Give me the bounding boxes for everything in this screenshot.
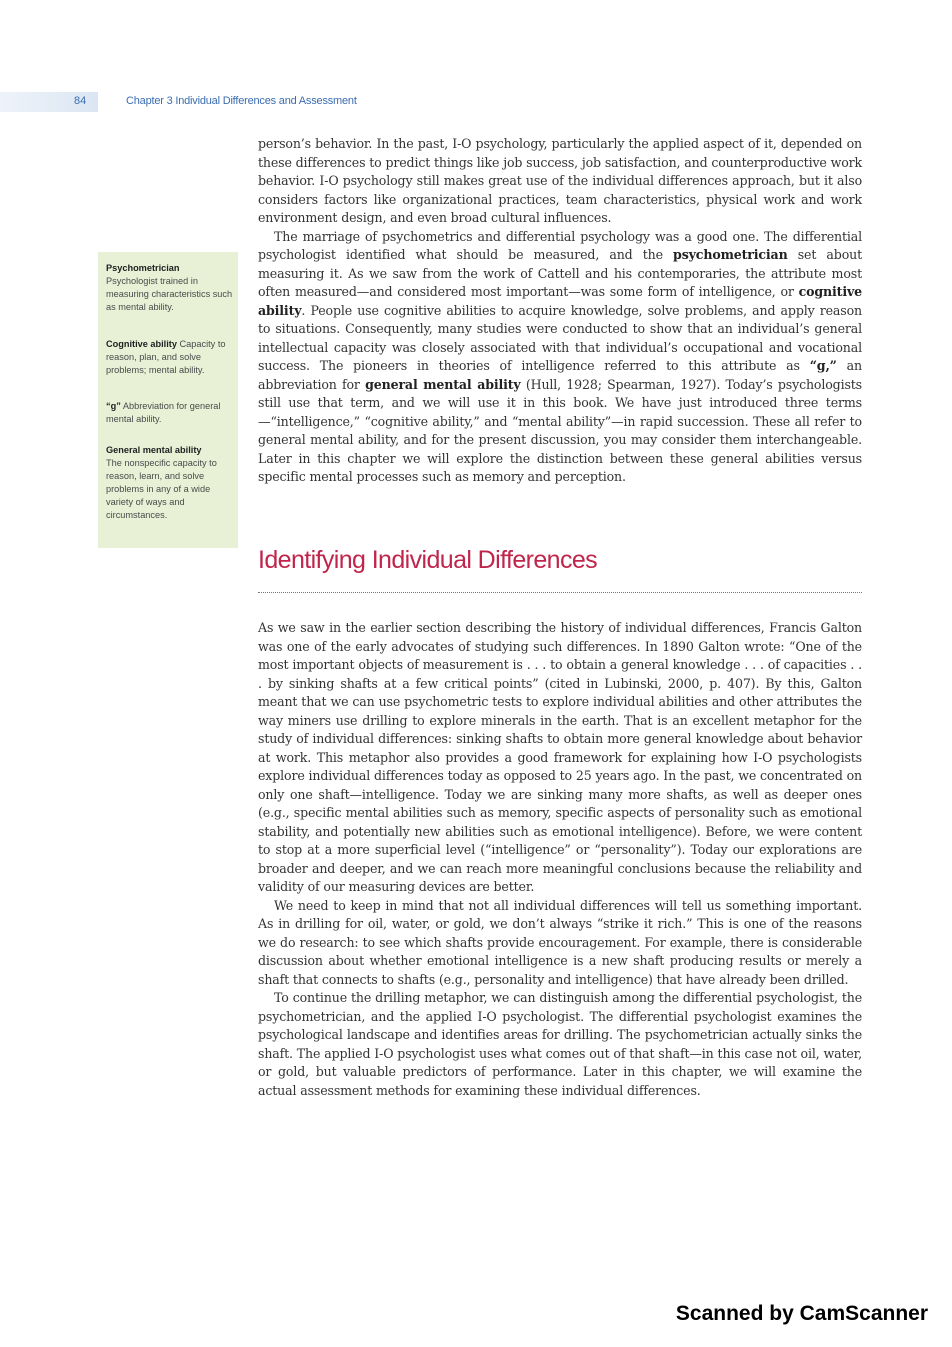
glossary-entry-cognitive-ability <box>106 338 234 377</box>
paragraph: The marriage of psychometrics and differential psychology was a good one. The differential psychologist identified what should be measured, and the psychometrician set about measuring it. As we saw from the work of Cattell and his contemporaries, the attribute most often measured—and considered most important—was some form of intelligence, or cognitive ability. People use cognitive abilities to acquire knowledge, solve problems, and apply reason to situations. Consequently, many studies were conducted to show that an individual’s general intellectual capacity was closely associated with that individual’s occupational and vocational success. The pioneers in theories of intelligence referred to this attribute as “g,” an abbreviation for general mental ability (Hull, 1928; Spearman, 1927). Today’s psychologists still use that term, and we will use it in this book. We have just introduced three terms—“intelligence,” “cognitive ability,” and “mental ability”—in rapid succession. These all refer to general mental ability, and for the present discussion, you may consider them interchangeable. Later in this chapter we will explore the distinction between these general abilities versus specific mental processes such as memory and perception. <box>258 228 862 484</box>
glossary-definition: Psychologist trained in measuring characteristics such as mental ability. <box>106 276 233 312</box>
paragraph: As we saw in the earlier section describing the history of individual differences, Francis Galton was one of the early advocates of studying such differences. In 1890 Galton wrote: “One of the most important objects of measurement is . . . to obtain a general knowledge . . . of capacities . . . by sinking shafts at a few critical points” (cited in Lubinski, 2000, p. 407). By this, Galton meant that we can use psychometric tests to explore individual abilities and other attributes the way miners use drilling to explore minerals in the earth. That is an excellent metaphor for the study of individual differences: sinking shafts to obtain more general knowledge about behavior at work. This metaphor also provides a good framework for explaining how I-O psychologists explore individual differences today as opposed to 25 years ago. In the past, we concentrated on only one shaft—intelligence. Today we are sinking many more shafts, as well as deeper ones (e.g., specific mental abilities such as memory, specific aspects of personality such as emotional stability, and potentially new abilities such as emotional intelligence). Before, we were content to stop at a more superficial level (“intelligence” or “personality”). Today our explorations are broader and deeper, and we can reach more meaningful conclusions because the reliability and validity of our measuring devices are better. <box>258 620 862 894</box>
body-text-top <box>258 135 862 487</box>
glossary-definition: Abbreviation for general mental ability. <box>106 401 221 424</box>
glossary-term: General mental ability <box>106 445 202 455</box>
section-divider <box>258 592 862 593</box>
glossary-term: Cognitive ability <box>106 339 177 349</box>
paragraph: To continue the drilling metaphor, we can distinguish among the differential psychologist, the psychometrician, and the applied I-O psychologist. The differential psychologist examines the psychological landscape and identifies areas for drilling. The psychometrician actually sinks the shaft. The applied I-O psychologist uses what comes out of that shaft—in this case not oil, water, or gold, but valuable predictors of performance. Later in this chapter, we will examine the actual assessment methods for examining these individual differences. <box>258 990 862 1098</box>
page-number: 84 <box>74 95 87 107</box>
body-text-section <box>258 619 862 1100</box>
paragraph: We need to keep in mind that not all individual differences will tell us something important. As in drilling for oil, water, or gold, we don’t always “strike it rich.” This is one of the reasons we do research: to see which shafts provide encouragement. For example, there is considerable discussion about whether emotional intelligence is a new shaft producing results or merely a shaft that connects to shafts (e.g., personality and intelligence) that have already been drilled. <box>258 897 862 987</box>
glossary-term: “g” <box>106 401 121 411</box>
key-term: “g,” <box>809 358 837 373</box>
key-term: general mental ability <box>365 376 521 392</box>
glossary-term: Psychometrician <box>106 263 180 273</box>
glossary-entry-general-mental-ability <box>106 444 234 522</box>
glossary-entry-psychometrician <box>106 262 234 314</box>
glossary-definition: The nonspecific capacity to reason, learn, and solve problems in any of a wide variety of ways and circumstances. <box>106 458 217 520</box>
glossary-entry-g <box>106 400 234 426</box>
key-term: cognitive ability <box>258 284 862 318</box>
paragraph: person’s behavior. In the past, I-O psychology, particularly the applied aspect of it, depended on these differences to predict things like job success, job satisfaction, and counterproductive work behavior. I-O psychology still makes great use of the individual differences approach, but it also considers factors like organizational practices, team characteristics, physical work and work environment design, and even broad cultural influences. <box>258 136 862 225</box>
glossary-definition: Capacity to reason, plan, and solve problems; mental ability. <box>106 339 226 375</box>
glossary-sidebar <box>98 252 238 548</box>
key-term: psychometrician <box>673 247 788 262</box>
scanner-watermark: Scanned by CamScanner <box>675 1302 928 1325</box>
section-heading: Identifying Individual Differences <box>258 546 598 574</box>
running-head: Chapter 3 Individual Differences and Assessment <box>126 95 357 107</box>
